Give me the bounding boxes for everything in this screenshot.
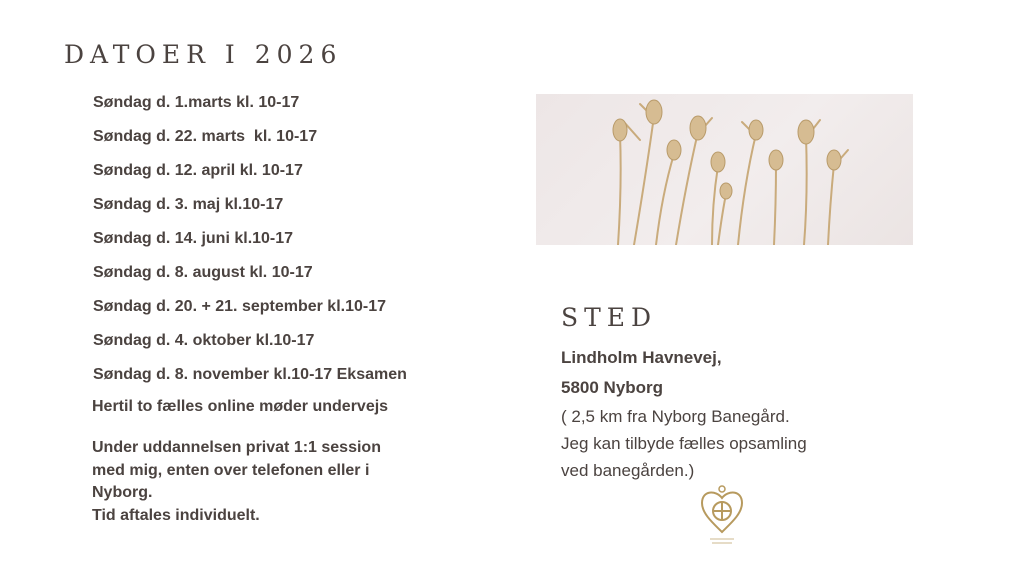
date-item: Søndag d. 14. juni kl.10-17	[93, 230, 294, 247]
private-session-note	[92, 437, 381, 527]
place-heading: STED	[561, 303, 658, 332]
address-block	[561, 343, 807, 484]
date-item: Søndag d. 8. august kl. 10-17	[93, 264, 313, 281]
address-note-line: ved banegården.)	[561, 461, 695, 480]
session-line: Tid aftales individuelt.	[92, 506, 260, 524]
session-line: med mig, enten over telefonen eller i	[92, 461, 370, 479]
address-note-line: Jeg kan tilbyde fælles opsamling	[561, 434, 807, 453]
dates-list	[93, 92, 407, 398]
address-city: 5800 Nyborg	[561, 378, 664, 397]
date-item: Søndag d. 12. april kl. 10-17	[93, 162, 303, 179]
date-item: Søndag d. 8. november kl.10-17 Eksamen	[93, 366, 407, 383]
teasel-photo	[536, 94, 913, 245]
session-line: Nyborg.	[92, 484, 153, 501]
dried-teasel-illustration	[536, 94, 913, 245]
online-meetings-note: Hertil to fælles online møder undervejs	[92, 398, 389, 415]
heart-cross-logo-icon	[696, 484, 748, 548]
address-street: Lindholm Havnevej,	[561, 348, 722, 367]
date-item: Søndag d. 1.marts kl. 10-17	[93, 94, 300, 111]
date-item: Søndag d. 4. oktober kl.10-17	[93, 332, 315, 349]
session-line: Under uddannelsen privat 1:1 session	[92, 439, 381, 456]
date-item: Søndag d. 3. maj kl.10-17	[93, 196, 284, 213]
date-item: Søndag d. 20. + 21. september kl.10-17	[93, 298, 387, 315]
dates-heading: DATOER I 2026	[64, 40, 343, 69]
date-item: Søndag d. 22. marts kl. 10-17	[93, 128, 318, 145]
address-note-line: ( 2,5 km fra Nyborg Banegård.	[561, 407, 790, 426]
